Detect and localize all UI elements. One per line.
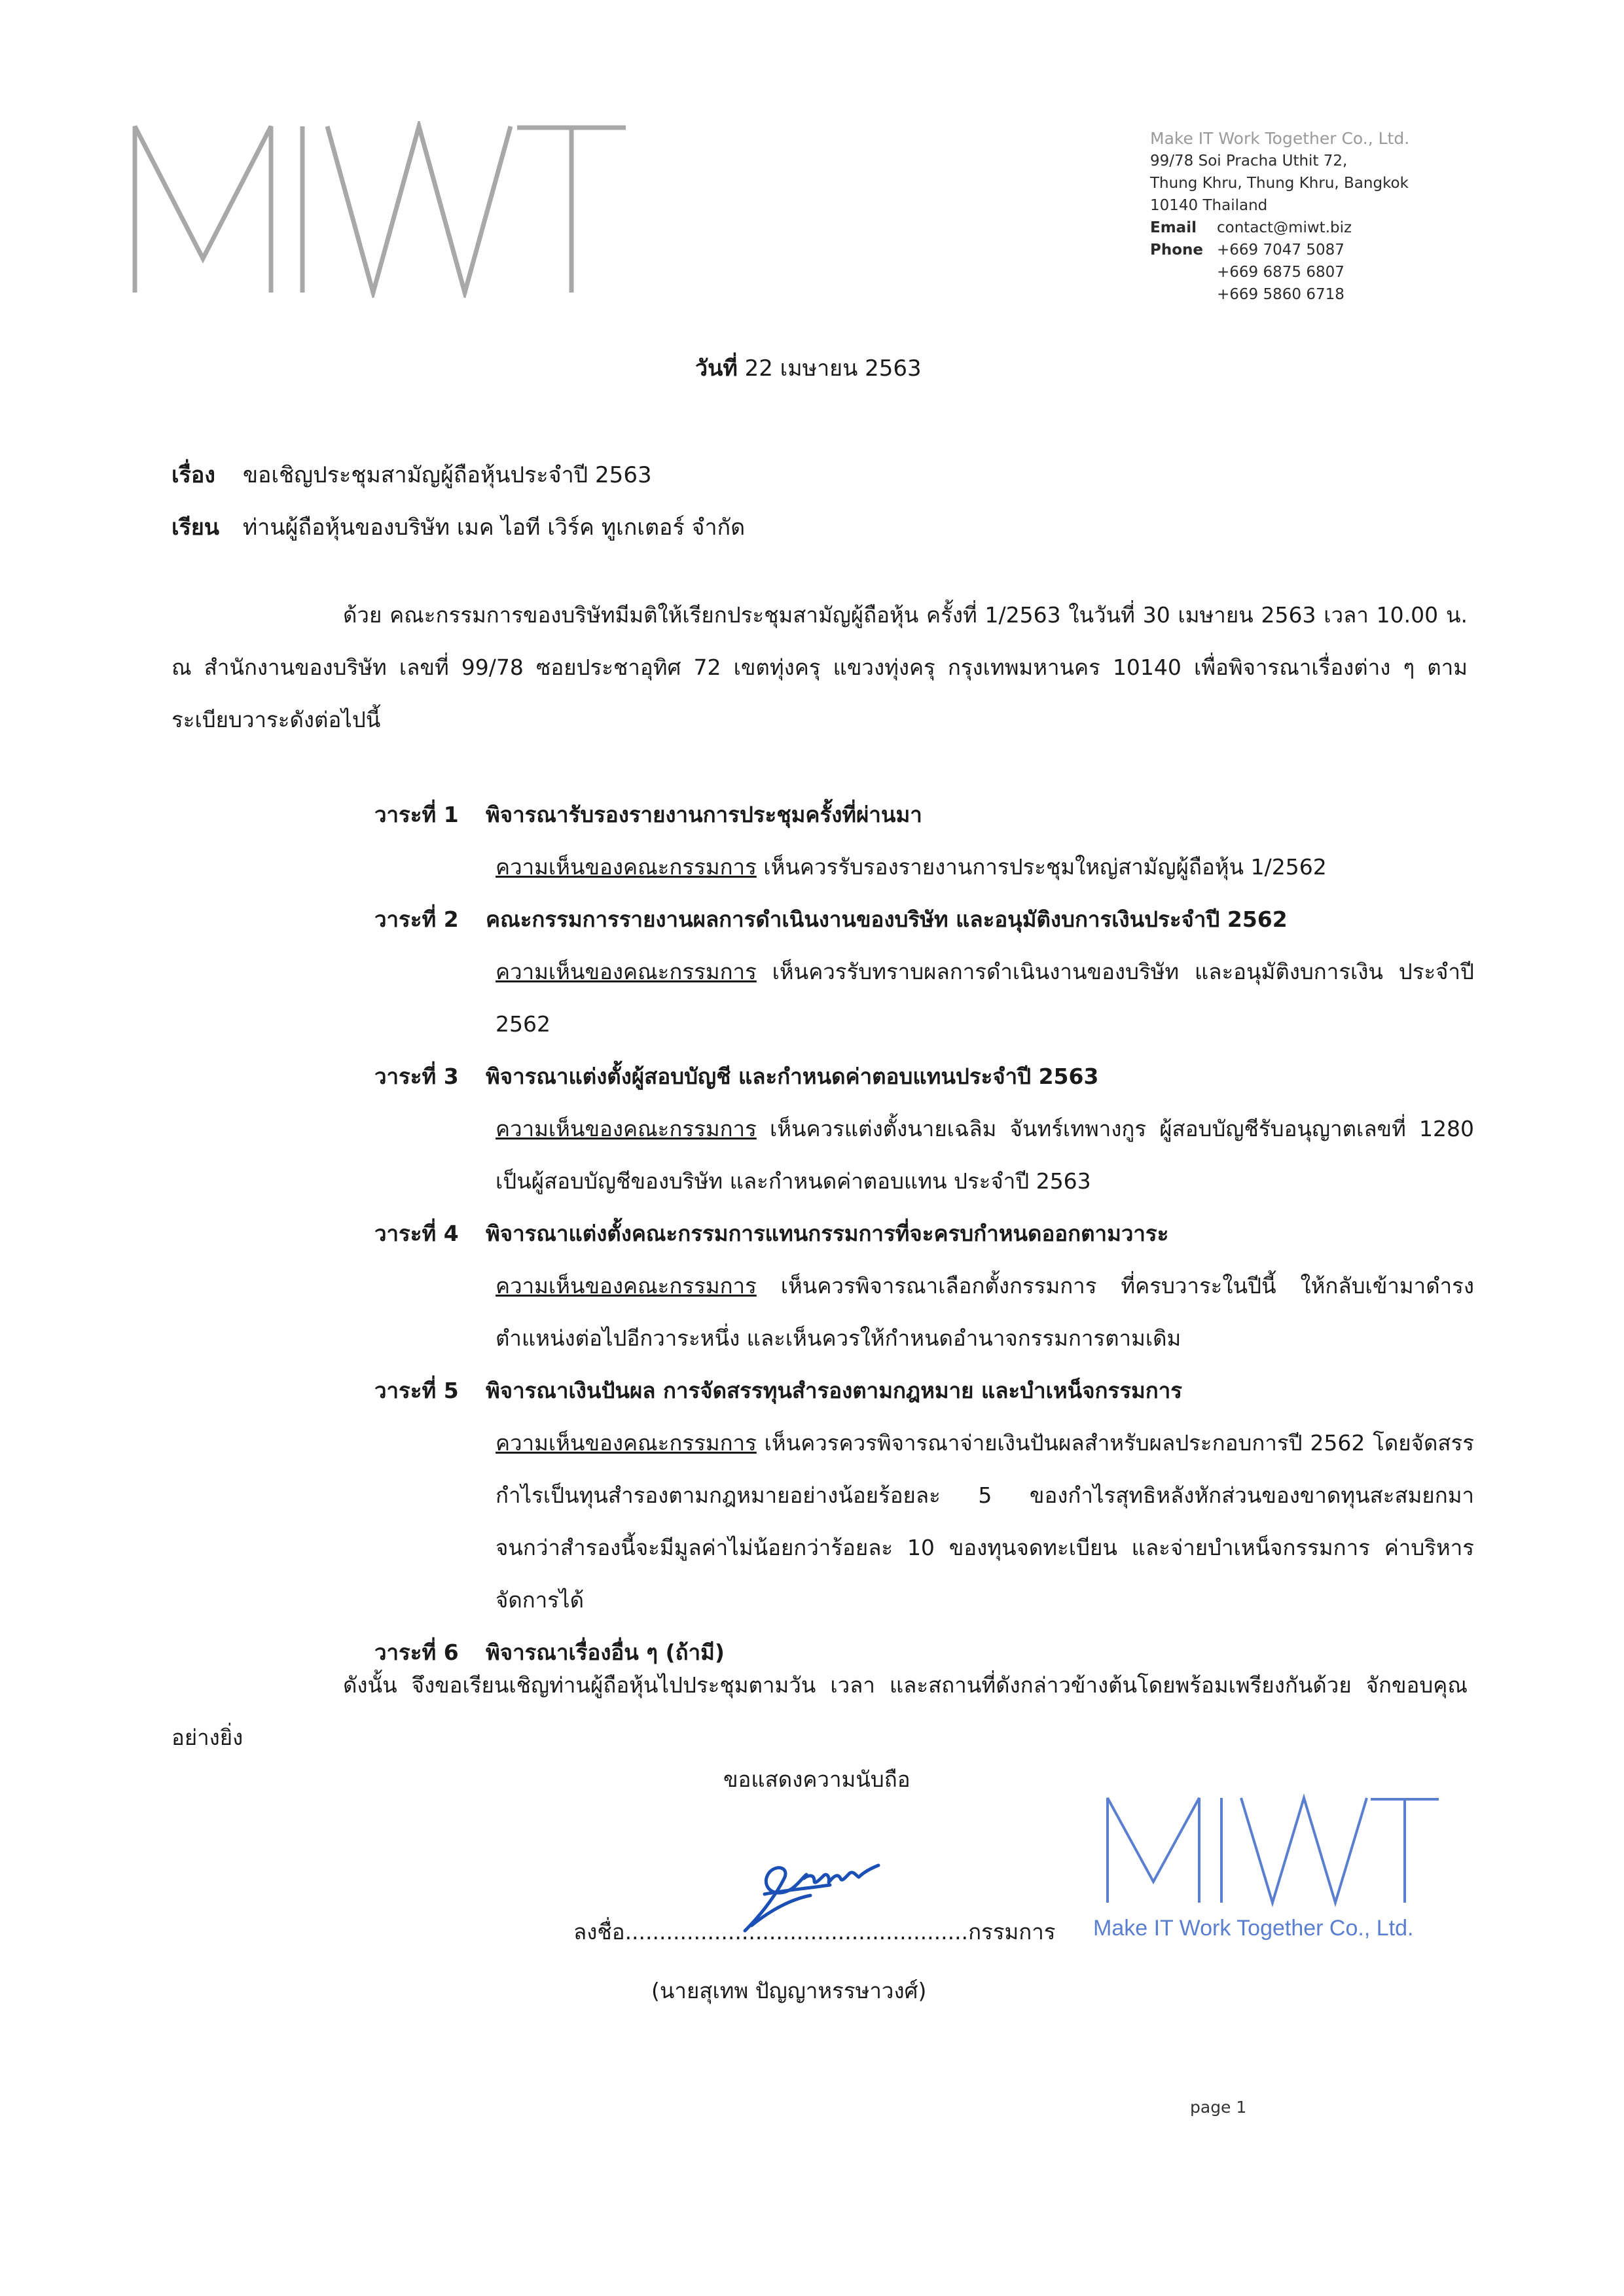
agenda-item-2 [374, 893, 1474, 1050]
agenda-number: วาระที่ 5 [374, 1378, 459, 1403]
agenda-title: พิจารณาเรื่องอื่น ๆ (ถ้ามี) [486, 1640, 725, 1665]
agenda-item-5 [374, 1365, 1474, 1626]
phone-row [1150, 283, 1409, 306]
company-address-block [1150, 128, 1409, 306]
subject-label: เรื่อง [171, 462, 215, 488]
address-line: Thung Khru, Thung Khru, Bangkok [1150, 175, 1409, 192]
signature-line [573, 1914, 1055, 1949]
agenda-title: พิจารณาเงินปันผล การจัดสรรทุนสำรองตามกฎหมาย และบำเหน็จกรรมการ [486, 1378, 1182, 1403]
intro-paragraph [171, 589, 1468, 746]
agenda-number: วาระที่ 2 [374, 906, 459, 932]
signer-name: (นายสุเทพ ปัญญาหรรษาวงศ์) [651, 1978, 927, 2003]
opinion-text: เห็นควรรับรองรายงานการประชุมใหญ่สามัญผู้ถือหุ้น 1/2562 [756, 854, 1327, 880]
address-line: 99/78 Soi Pracha Uthit 72, [1150, 152, 1348, 170]
opinion-text: เห็นควรรับทราบผลการดำเนินงานของบริษัท และอนุมัติงบการเงิน ประจำปี 2562 [496, 959, 1474, 1037]
agenda-title: พิจารณาแต่งตั้งผู้สอบบัญชี และกำหนดค่าตอบแทนประจำปี 2563 [486, 1064, 1099, 1089]
board-opinion [374, 841, 1474, 893]
phone-value: +669 6875 6807 [1217, 264, 1344, 281]
recipient-line [171, 501, 745, 554]
agenda-title: คณะกรรมการรายงานผลการดำเนินงานของบริษัท และอนุมัติงบการเงินประจำปี 2562 [486, 906, 1288, 932]
sign-prefix: ลงชื่อ [573, 1919, 625, 1945]
intro-text: ด้วย คณะกรรมการของบริษัทมีมติให้เรียกประชุมสามัญผู้ถือหุ้น ครั้งที่ 1/2563 ในวันที่ 30 เมษายน 2563 เวลา 10.00 น. ณ สำนักงานของบริษัท เลขที่ 99/78 ซอยประชาอุทิศ 72 เขตทุ่งครุ แขวงทุ่งครุ กรุงเทพมหานคร 10140 เพื่อพิจารณาเรื่องต่าง ๆ ตามระเบียบวาระดังต่อไปนี้ [171, 602, 1468, 732]
email-label: Email [1150, 219, 1197, 236]
board-opinion [374, 1103, 1474, 1208]
date-value: 22 เมษายน 2563 [744, 355, 922, 382]
opinion-text: เห็นควรแต่งตั้งนายเฉลิม จันทร์เทพางกูร ผู้สอบบัญชีรับอนุญาตเลขที่ 1280 เป็นผู้สอบบัญชีของบริษัท และกำหนดค่าตอบแทน ประจำปี 2563 [496, 1116, 1474, 1194]
sign-dots: .................................................. [624, 1919, 969, 1945]
stamp-company-name: Make IT Work Together Co., Ltd. [1093, 1916, 1414, 1941]
opinion-label: ความเห็นของคณะกรรมการ [496, 1430, 757, 1456]
agenda-item-1 [374, 789, 1474, 893]
agenda-number: วาระที่ 6 [374, 1640, 459, 1665]
agenda-item-4 [374, 1208, 1474, 1365]
company-name: Make IT Work Together Co., Ltd. [1150, 129, 1410, 148]
document-date [695, 350, 922, 386]
phone-label: Phone [1150, 242, 1204, 259]
subject-block [171, 449, 745, 554]
opinion-label: ความเห็นของคณะกรรมการ [496, 1116, 757, 1141]
email-row [1150, 217, 1409, 239]
recipient-label: เรียน [171, 514, 220, 541]
opinion-label: ความเห็นของคณะกรรมการ [496, 1273, 757, 1299]
agenda-title: พิจารณาแต่งตั้งคณะกรรมการแทนกรรมการที่จะครบกำหนดออกตามวาระ [486, 1221, 1169, 1246]
agenda-number: วาระที่ 4 [374, 1221, 459, 1246]
company-stamp [1087, 1790, 1440, 1941]
subject-line [171, 449, 745, 501]
date-label: วันที่ [695, 355, 738, 382]
subject-text: ขอเชิญประชุมสามัญผู้ถือหุ้นประจำปี 2563 [242, 462, 652, 488]
board-opinion [374, 1260, 1474, 1365]
opinion-text: เห็นควรพิจารณาเลือกตั้งกรรมการ ที่ครบวาระในปีนี้ ให้กลับเข้ามาดำรงตำแหน่งต่อไปอีกวาระหนึ่ง และเห็นควรให้กำหนดอำนาจกรรมการตามเดิม [496, 1273, 1474, 1351]
company-logo [131, 121, 628, 298]
phone-row [1150, 261, 1409, 283]
recipient-text: ท่านผู้ถือหุ้นของบริษัท เมค ไอที เวิร์ค ทูเกเตอร์ จำกัด [242, 514, 746, 541]
opinion-label: ความเห็นของคณะกรรมการ [496, 959, 757, 984]
agenda-list [374, 789, 1474, 1679]
sign-suffix: กรรมการ [968, 1919, 1056, 1945]
agenda-title: พิจารณารับรองรายงานการประชุมครั้งที่ผ่านมา [486, 802, 922, 827]
agenda-number: วาระที่ 3 [374, 1064, 459, 1089]
agenda-number: วาระที่ 1 [374, 802, 459, 827]
opinion-text: เห็นควรควรพิจารณาจ่ายเงินปันผลสำหรับผลประกอบการปี 2562 โดยจัดสรรกำไรเป็นทุนสำรองตามกฎหมายอย่างน้อยร้อยละ 5 ของกำไรสุทธิหลังหักส่วนของขาดทุนสะสมยกมาจนกว่าสำรองนี้จะมีมูลค่าไม่น้อยกว่าร้อยละ 10 ของทุนจดทะเบียน และจ่ายบำเหน็จกรรมการ ค่าบริหารจัดการได้ [496, 1430, 1474, 1613]
miwt-logo-icon [131, 121, 628, 298]
agenda-item-3 [374, 1050, 1474, 1208]
address-line: 10140 Thailand [1150, 197, 1268, 214]
email-value[interactable]: contact@miwt.biz [1217, 219, 1352, 236]
regards-text: ขอแสดงความนับถือ [723, 1767, 911, 1792]
board-opinion [374, 1417, 1474, 1626]
closing-text: ดังนั้น จึงขอเรียนเชิญท่านผู้ถือหุ้นไปประชุมตามวัน เวลา และสถานที่ดังกล่าวข้างต้นโดยพร้อมเพรียงกันด้วย จักขอบคุณอย่างยิ่ง [171, 1672, 1468, 1750]
page-number: page 1 [1190, 2098, 1247, 2117]
stamp-logo-icon [1087, 1790, 1440, 1941]
closing-paragraph [171, 1659, 1468, 1764]
board-opinion [374, 946, 1474, 1050]
phone-row [1150, 239, 1409, 261]
phone-value: +669 7047 5087 [1217, 242, 1344, 259]
phone-value: +669 5860 6718 [1217, 286, 1344, 303]
opinion-label: ความเห็นของคณะกรรมการ [496, 854, 757, 880]
